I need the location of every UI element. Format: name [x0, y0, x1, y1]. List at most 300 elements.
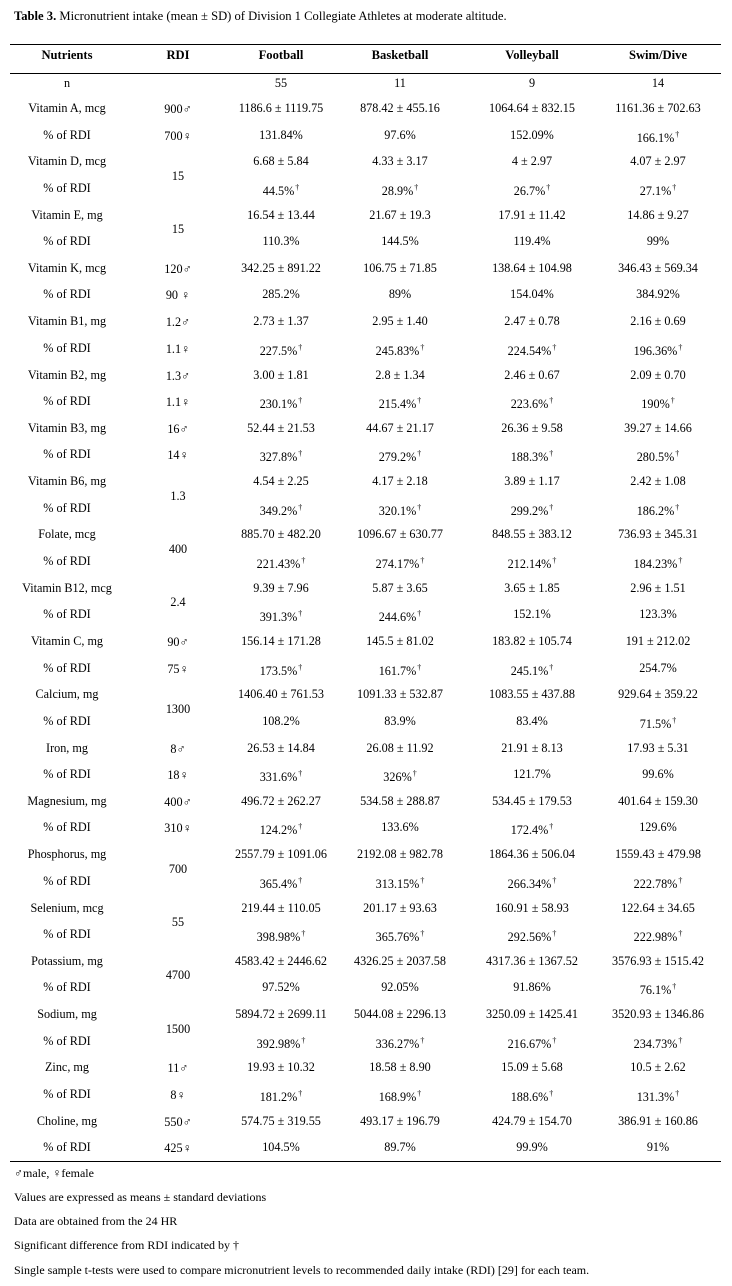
- pct-value: 152.1%: [513, 607, 551, 621]
- pct-rdi-basketball: [381, 234, 419, 248]
- pct-value: 221.43%: [256, 557, 301, 571]
- mean-sd-volleyball: 3.65 ± 1.85: [504, 581, 560, 595]
- mean-sd-basketball: 4326.25 ± 2037.58: [353, 954, 447, 968]
- rdi-value: 2.4: [170, 595, 186, 609]
- rdi-value-female: 1.1♀: [165, 342, 191, 356]
- pct-of-rdi-label: % of RDI: [43, 501, 91, 515]
- mean-sd-volleyball: 1864.36 ± 506.04: [489, 847, 575, 861]
- pct-value: 244.6%: [378, 610, 417, 624]
- mean-sd-volleyball: 534.45 ± 179.53: [492, 794, 572, 808]
- pct-rdi-swim-dive: [640, 181, 676, 198]
- nutrient-name: Phosphorus, mg: [27, 847, 107, 861]
- pct-value: 108.2%: [262, 714, 300, 728]
- pct-of-rdi-label: % of RDI: [43, 607, 91, 621]
- mean-sd-football: 156.14 ± 171.28: [241, 634, 321, 648]
- mean-sd-football: 2.73 ± 1.37: [253, 314, 309, 328]
- pct-value: 336.27%: [375, 1037, 420, 1051]
- rdi-value: 1500: [165, 1022, 191, 1036]
- significance-dagger: †: [675, 449, 680, 458]
- significance-dagger: †: [298, 1089, 303, 1098]
- significance-dagger: †: [675, 503, 680, 512]
- pct-rdi-volleyball: [513, 607, 551, 621]
- pct-value: 392.98%: [256, 1037, 301, 1051]
- table-title: Micronutrient intake (mean ± SD) of Division 1 Collegiate Athletes at moderate altitude.: [56, 9, 507, 23]
- pct-of-rdi-label: % of RDI: [43, 234, 91, 248]
- mean-sd-football: 496.72 ± 262.27: [241, 794, 321, 808]
- pct-value: 161.7%: [378, 664, 417, 678]
- pct-rdi-basketball: [379, 394, 422, 411]
- pct-value: 266.34%: [507, 877, 552, 891]
- mean-sd-swim-dive: 929.64 ± 359.22: [618, 687, 698, 701]
- rdi-value-female: 14♀: [167, 448, 189, 462]
- pct-value: 285.2%: [262, 287, 300, 301]
- mean-sd-swim-dive: 736.93 ± 345.31: [618, 527, 698, 541]
- significance-dagger: †: [420, 876, 425, 885]
- pct-rdi-football: [260, 767, 303, 784]
- pct-rdi-basketball: [376, 927, 425, 944]
- pct-rdi-swim-dive: [637, 447, 680, 464]
- pct-rdi-swim-dive: [634, 554, 683, 571]
- pct-rdi-football: [260, 501, 303, 518]
- significance-dagger: †: [417, 503, 422, 512]
- col-header-basketball: Basketball: [371, 48, 429, 62]
- significance-dagger: †: [295, 183, 300, 192]
- rdi-value: 15: [171, 222, 185, 236]
- pct-value: 99.9%: [516, 1140, 548, 1154]
- mean-sd-football: 885.70 ± 482.20: [241, 527, 321, 541]
- pct-value: 222.98%: [633, 930, 678, 944]
- pct-rdi-volleyball: [513, 980, 551, 994]
- mean-sd-swim-dive: 4.07 ± 2.97: [630, 154, 686, 168]
- pct-of-rdi-label: % of RDI: [43, 1140, 91, 1154]
- significance-dagger: †: [420, 1036, 425, 1045]
- pct-value: 391.3%: [259, 610, 298, 624]
- pct-value: 166.1%: [636, 131, 675, 145]
- mean-sd-swim-dive: 1559.43 ± 479.98: [615, 847, 701, 861]
- significance-dagger: †: [549, 663, 554, 672]
- pct-value: 280.5%: [636, 450, 675, 464]
- nutrient-name: Sodium, mg: [37, 1007, 97, 1021]
- pct-rdi-volleyball: [510, 287, 554, 301]
- mean-sd-volleyball: 1083.55 ± 437.88: [489, 687, 575, 701]
- significance-dagger: †: [298, 822, 303, 831]
- pct-of-rdi-label: % of RDI: [43, 661, 91, 675]
- pct-value: 104.5%: [262, 1140, 300, 1154]
- pct-value: 133.6%: [381, 820, 419, 834]
- mean-sd-volleyball: 15.09 ± 5.68: [501, 1060, 563, 1074]
- pct-rdi-swim-dive: [642, 767, 673, 781]
- pct-value: 154.04%: [510, 287, 554, 301]
- significance-dagger: †: [678, 343, 683, 352]
- pct-value: 279.2%: [378, 450, 417, 464]
- pct-rdi-football: [262, 287, 300, 301]
- nutrient-name: Vitamin B1, mg: [27, 314, 107, 328]
- significance-dagger: †: [552, 929, 557, 938]
- mean-sd-volleyball: 424.79 ± 154.70: [492, 1114, 572, 1128]
- pct-value: 99.6%: [642, 767, 674, 781]
- pct-rdi-football: [263, 181, 299, 198]
- nutrient-name: Vitamin K, mcg: [27, 261, 107, 275]
- mean-sd-volleyball: 26.36 ± 9.58: [501, 421, 563, 435]
- mean-sd-volleyball: 1064.64 ± 832.15: [489, 101, 575, 115]
- mean-sd-basketball: 201.17 ± 93.63: [363, 901, 437, 915]
- pct-value: 28.9%: [381, 184, 414, 198]
- n-value: 9: [528, 76, 536, 90]
- top-rule: [10, 44, 721, 45]
- pct-value: 230.1%: [259, 397, 298, 411]
- pct-rdi-football: [260, 394, 303, 411]
- pct-rdi-swim-dive: [636, 287, 680, 301]
- pct-value: 320.1%: [378, 504, 417, 518]
- rdi-value-male: 550♂: [164, 1115, 192, 1129]
- mean-sd-basketball: 2192.08 ± 982.78: [357, 847, 443, 861]
- mean-sd-football: 1406.40 ± 761.53: [238, 687, 324, 701]
- pct-of-rdi-label: % of RDI: [43, 820, 91, 834]
- significance-dagger: †: [552, 876, 557, 885]
- pct-rdi-basketball: [382, 181, 418, 198]
- pct-of-rdi-label: % of RDI: [43, 767, 91, 781]
- mean-sd-swim-dive: 39.27 ± 14.66: [624, 421, 692, 435]
- significance-dagger: †: [301, 556, 306, 565]
- significance-dagger: †: [301, 1036, 306, 1045]
- pct-value: 172.4%: [510, 823, 549, 837]
- pct-rdi-football: [257, 1034, 306, 1051]
- pct-rdi-football: [260, 607, 303, 624]
- pct-rdi-swim-dive: [634, 927, 683, 944]
- footnote: Single sample t-tests were used to compare micronutrient levels to recommended daily intake (RDI) [29] for each team.: [14, 1263, 590, 1277]
- pct-rdi-volleyball: [516, 714, 547, 728]
- rdi-value-male: 8♂: [170, 742, 186, 756]
- significance-dagger: †: [298, 663, 303, 672]
- pct-rdi-swim-dive: [640, 980, 676, 997]
- pct-value: 212.14%: [507, 557, 552, 571]
- pct-rdi-swim-dive: [639, 820, 677, 834]
- pct-value: 227.5%: [259, 344, 298, 358]
- col-header-nutrients: Nutrients: [41, 48, 93, 62]
- nutrient-name: Vitamin E, mg: [31, 208, 103, 222]
- pct-value: 181.2%: [259, 1090, 298, 1104]
- significance-dagger: †: [412, 769, 417, 778]
- mean-sd-swim-dive: 14.86 ± 9.27: [627, 208, 689, 222]
- mean-sd-basketball: 4.17 ± 2.18: [372, 474, 428, 488]
- pct-rdi-basketball: [381, 980, 419, 994]
- mean-sd-volleyball: 2.46 ± 0.67: [504, 368, 560, 382]
- mean-sd-volleyball: 21.91 ± 8.13: [501, 741, 563, 755]
- mean-sd-football: 1186.6 ± 1119.75: [238, 101, 324, 115]
- pct-of-rdi-label: % of RDI: [43, 128, 91, 142]
- rdi-value: 55: [171, 915, 185, 929]
- rdi-value-female: 8♀: [170, 1088, 186, 1102]
- nutrient-name: Vitamin D, mcg: [27, 154, 107, 168]
- pct-rdi-football: [262, 980, 300, 994]
- nutrient-name: Iron, mg: [46, 741, 88, 755]
- rdi-value: 700: [168, 862, 188, 876]
- pct-rdi-volleyball: [508, 1034, 557, 1051]
- rdi-value-female: 425♀: [164, 1141, 192, 1155]
- pct-value: 76.1%: [639, 983, 672, 997]
- mean-sd-basketball: 5.87 ± 3.65: [372, 581, 428, 595]
- significance-dagger: †: [549, 822, 554, 831]
- pct-rdi-basketball: [384, 714, 415, 728]
- bottom-rule: [10, 1161, 721, 1162]
- pct-value: 331.6%: [259, 770, 298, 784]
- footnote: Data are obtained from the 24 HR: [14, 1214, 178, 1228]
- mean-sd-volleyball: 160.91 ± 58.93: [495, 901, 569, 915]
- mean-sd-swim-dive: 17.93 ± 5.31: [627, 741, 689, 755]
- mean-sd-swim-dive: 10.5 ± 2.62: [630, 1060, 686, 1074]
- mean-sd-basketball: 21.67 ± 19.3: [369, 208, 431, 222]
- significance-dagger: †: [549, 1089, 554, 1098]
- mean-sd-basketball: 2.95 ± 1.40: [372, 314, 428, 328]
- pct-value: 223.6%: [510, 397, 549, 411]
- pct-value: 26.7%: [513, 184, 546, 198]
- rdi-value-male: 400♂: [164, 795, 192, 809]
- mean-sd-football: 2557.79 ± 1091.06: [234, 847, 328, 861]
- pct-rdi-basketball: [379, 607, 422, 624]
- pct-of-rdi-label: % of RDI: [43, 287, 91, 301]
- mean-sd-football: 5894.72 ± 2699.11: [235, 1007, 327, 1021]
- significance-dagger: †: [552, 1036, 557, 1045]
- mean-sd-basketball: 18.58 ± 8.90: [369, 1060, 431, 1074]
- pct-value: 131.3%: [636, 1090, 675, 1104]
- pct-value: 186.2%: [636, 504, 675, 518]
- mean-sd-football: 219.44 ± 110.05: [241, 901, 321, 915]
- significance-dagger: †: [675, 130, 680, 139]
- pct-value: 313.15%: [375, 877, 420, 891]
- pct-value: 89.7%: [384, 1140, 416, 1154]
- pct-rdi-volleyball: [508, 927, 557, 944]
- mean-sd-swim-dive: 346.43 ± 569.34: [618, 261, 698, 275]
- nutrient-name: Vitamin B3, mg: [27, 421, 107, 435]
- mean-sd-football: 342.25 ± 891.22: [241, 261, 321, 275]
- pct-rdi-volleyball: [511, 820, 554, 837]
- rdi-value: 15: [171, 169, 185, 183]
- significance-dagger: †: [672, 982, 677, 991]
- nutrient-name: Vitamin B6, mg: [27, 474, 107, 488]
- significance-dagger: †: [417, 1089, 422, 1098]
- nutrient-name: Magnesium, mg: [27, 794, 107, 808]
- significance-dagger: †: [549, 449, 554, 458]
- pct-rdi-volleyball: [508, 874, 557, 891]
- mean-sd-basketball: 493.17 ± 196.79: [360, 1114, 440, 1128]
- pct-rdi-basketball: [376, 554, 425, 571]
- mean-sd-basketball: 44.67 ± 21.17: [366, 421, 434, 435]
- pct-rdi-swim-dive: [640, 714, 676, 731]
- pct-value: 384.92%: [636, 287, 680, 301]
- rdi-value-male: 1.3♂: [165, 369, 191, 383]
- pct-value: 188.3%: [510, 450, 549, 464]
- pct-value: 119.4%: [513, 234, 551, 248]
- pct-rdi-swim-dive: [634, 341, 683, 358]
- pct-rdi-volleyball: [516, 1140, 547, 1154]
- pct-rdi-volleyball: [514, 181, 550, 198]
- mean-sd-football: 9.39 ± 7.96: [253, 581, 309, 595]
- pct-rdi-volleyball: [511, 501, 554, 518]
- pct-rdi-football: [260, 874, 303, 891]
- pct-rdi-football: [262, 234, 299, 248]
- pct-rdi-basketball: [381, 820, 419, 834]
- col-header-rdi: RDI: [166, 48, 190, 62]
- pct-value: 326%: [383, 770, 412, 784]
- significance-dagger: †: [298, 396, 303, 405]
- pct-rdi-swim-dive: [639, 661, 677, 675]
- pct-rdi-swim-dive: [639, 607, 677, 621]
- pct-of-rdi-label: % of RDI: [43, 394, 91, 408]
- pct-value: 121.7%: [513, 767, 551, 781]
- pct-of-rdi-label: % of RDI: [43, 874, 91, 888]
- col-header-swim-dive: Swim/Dive: [628, 48, 688, 62]
- pct-value: 27.1%: [639, 184, 672, 198]
- pct-value: 152.09%: [510, 128, 554, 142]
- header-rule: [10, 73, 721, 74]
- pct-rdi-volleyball: [508, 341, 557, 358]
- significance-dagger: †: [678, 876, 683, 885]
- mean-sd-swim-dive: 3576.93 ± 1515.42: [611, 954, 705, 968]
- pct-of-rdi-label: % of RDI: [43, 1087, 91, 1101]
- nutrient-name: Folate, mcg: [38, 527, 96, 541]
- pct-value: 71.5%: [639, 717, 672, 731]
- table-caption: [14, 9, 714, 24]
- nutrient-name: Selenium, mcg: [30, 901, 104, 915]
- pct-value: 292.56%: [507, 930, 552, 944]
- significance-dagger: †: [417, 663, 422, 672]
- pct-rdi-volleyball: [511, 661, 554, 678]
- pct-value: 89%: [388, 287, 412, 301]
- pct-value: 83.9%: [384, 714, 416, 728]
- significance-dagger: †: [670, 396, 675, 405]
- mean-sd-swim-dive: 2.42 ± 1.08: [630, 474, 686, 488]
- mean-sd-football: 4583.42 ± 2446.62: [234, 954, 328, 968]
- pct-of-rdi-label: % of RDI: [43, 447, 91, 461]
- pct-rdi-volleyball: [511, 447, 554, 464]
- rdi-value-female: 310♀: [164, 821, 192, 835]
- mean-sd-swim-dive: 122.64 ± 34.65: [621, 901, 695, 915]
- rdi-value-male: 900♂: [164, 102, 192, 116]
- pct-value: 131.84%: [259, 128, 303, 142]
- mean-sd-swim-dive: 1161.36 ± 702.63: [615, 101, 701, 115]
- pct-rdi-football: [262, 1140, 300, 1154]
- pct-value: 274.17%: [375, 557, 420, 571]
- pct-value: 365.4%: [259, 877, 298, 891]
- pct-value: 129.6%: [639, 820, 677, 834]
- mean-sd-basketball: 106.75 ± 71.85: [363, 261, 437, 275]
- mean-sd-swim-dive: 2.96 ± 1.51: [630, 581, 686, 595]
- pct-rdi-volleyball: [513, 767, 551, 781]
- n-value: 11: [394, 76, 406, 90]
- nutrient-name: Vitamin C, mg: [30, 634, 104, 648]
- pct-rdi-swim-dive: [634, 874, 683, 891]
- mean-sd-basketball: 5044.08 ± 2296.13: [353, 1007, 447, 1021]
- pct-of-rdi-label: % of RDI: [43, 714, 91, 728]
- pct-rdi-swim-dive: [637, 128, 680, 145]
- pct-rdi-basketball: [389, 287, 411, 301]
- pct-value: 83.4%: [516, 714, 548, 728]
- nutrient-name: Calcium, mg: [35, 687, 99, 701]
- pct-rdi-swim-dive: [647, 1140, 669, 1154]
- pct-value: 190%: [641, 397, 670, 411]
- mean-sd-basketball: 4.33 ± 3.17: [372, 154, 428, 168]
- pct-of-rdi-label: % of RDI: [43, 927, 91, 941]
- pct-value: 349.2%: [259, 504, 298, 518]
- significance-dagger: †: [420, 556, 425, 565]
- pct-value: 184.23%: [633, 557, 678, 571]
- significance-dagger: †: [678, 1036, 683, 1045]
- pct-of-rdi-label: % of RDI: [43, 980, 91, 994]
- pct-rdi-basketball: [376, 874, 425, 891]
- rdi-value: 4700: [165, 968, 191, 982]
- pct-value: 99%: [646, 234, 670, 248]
- rdi-value: 400: [168, 542, 188, 556]
- pct-value: 299.2%: [510, 504, 549, 518]
- pct-rdi-swim-dive: [641, 394, 674, 411]
- mean-sd-football: 16.54 ± 13.44: [247, 208, 315, 222]
- pct-value: 188.6%: [510, 1090, 549, 1104]
- pct-value: 245.1%: [510, 664, 549, 678]
- pct-rdi-football: [257, 927, 306, 944]
- significance-dagger: †: [420, 929, 425, 938]
- mean-sd-volleyball: 138.64 ± 104.98: [492, 261, 572, 275]
- rdi-value-male: 1.2♂: [165, 315, 191, 329]
- mean-sd-football: 4.54 ± 2.25: [253, 474, 309, 488]
- pct-value: 245.83%: [375, 344, 420, 358]
- pct-value: 327.8%: [259, 450, 298, 464]
- mean-sd-basketball: 878.42 ± 455.16: [360, 101, 440, 115]
- pct-value: 196.36%: [633, 344, 678, 358]
- pct-rdi-basketball: [384, 1140, 415, 1154]
- mean-sd-volleyball: 3.89 ± 1.17: [504, 474, 560, 488]
- pct-rdi-basketball: [383, 767, 416, 784]
- mean-sd-volleyball: 4317.36 ± 1367.52: [485, 954, 579, 968]
- pct-value: 215.4%: [378, 397, 417, 411]
- mean-sd-swim-dive: 386.91 ± 160.86: [618, 1114, 698, 1128]
- significance-dagger: †: [552, 556, 557, 565]
- pct-rdi-basketball: [376, 1034, 425, 1051]
- significance-dagger: †: [678, 556, 683, 565]
- pct-rdi-basketball: [384, 128, 415, 142]
- pct-rdi-swim-dive: [634, 1034, 683, 1051]
- pct-rdi-football: [260, 341, 303, 358]
- mean-sd-football: 6.68 ± 5.84: [253, 154, 309, 168]
- significance-dagger: †: [417, 449, 422, 458]
- pct-rdi-volleyball: [508, 554, 557, 571]
- mean-sd-volleyball: 3250.09 ± 1425.41: [485, 1007, 579, 1021]
- mean-sd-swim-dive: 3520.93 ± 1346.86: [611, 1007, 705, 1021]
- significance-dagger: †: [546, 183, 551, 192]
- significance-dagger: †: [298, 449, 303, 458]
- pct-rdi-swim-dive: [637, 1087, 680, 1104]
- pct-rdi-swim-dive: [647, 234, 669, 248]
- footnote: ♂male, ♀female: [14, 1166, 94, 1180]
- pct-value: 173.5%: [259, 664, 298, 678]
- mean-sd-football: 19.93 ± 10.32: [247, 1060, 315, 1074]
- significance-dagger: †: [298, 609, 303, 618]
- pct-value: 224.54%: [507, 344, 552, 358]
- mean-sd-football: 52.44 ± 21.53: [247, 421, 315, 435]
- pct-value: 97.52%: [262, 980, 300, 994]
- n-label: n: [63, 76, 71, 90]
- significance-dagger: †: [414, 183, 419, 192]
- rdi-value-male: 120♂: [164, 262, 192, 276]
- significance-dagger: †: [549, 503, 554, 512]
- pct-rdi-volleyball: [511, 394, 554, 411]
- pct-of-rdi-label: % of RDI: [43, 181, 91, 195]
- mean-sd-volleyball: 2.47 ± 0.78: [504, 314, 560, 328]
- rdi-value: 1.3: [170, 489, 186, 503]
- pct-rdi-volleyball: [510, 128, 554, 142]
- mean-sd-basketball: 1096.67 ± 630.77: [357, 527, 443, 541]
- pct-rdi-football: [259, 128, 303, 142]
- significance-dagger: †: [298, 876, 303, 885]
